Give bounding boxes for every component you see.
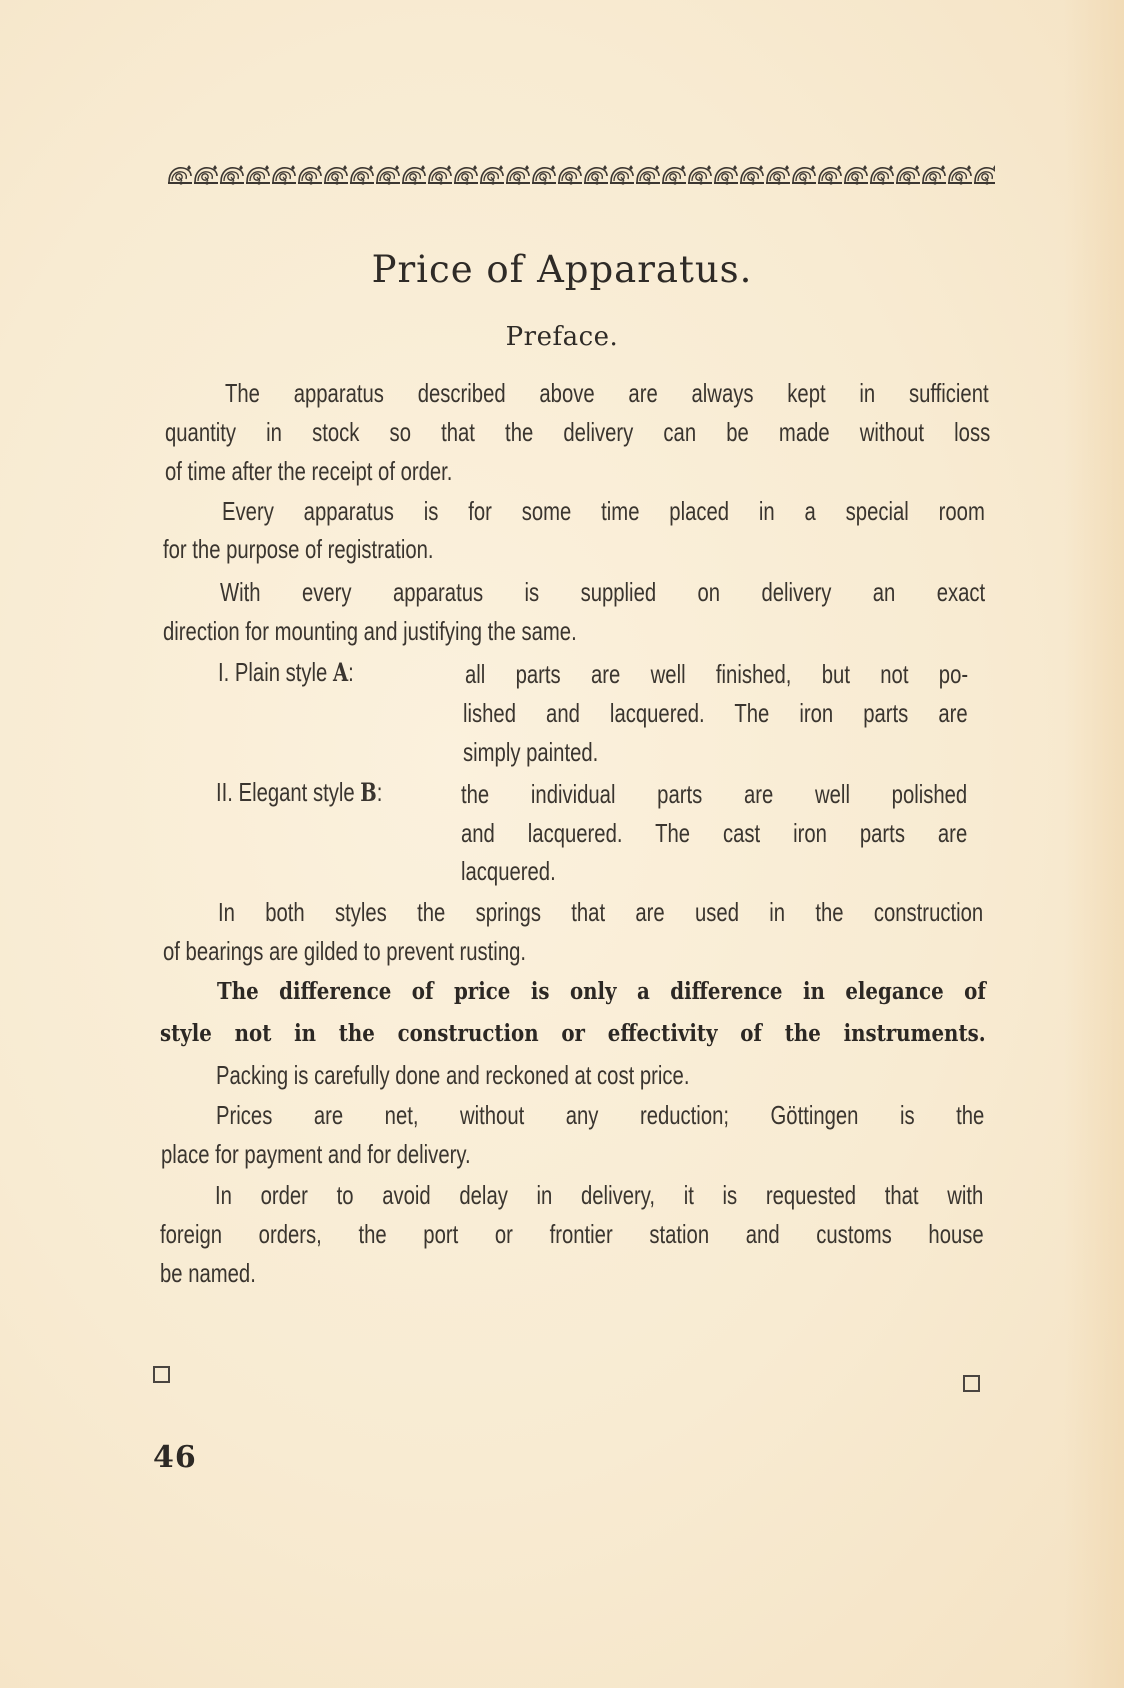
style-a-description-line: lished and lacquered. The iron parts are — [463, 698, 968, 728]
paragraph-line: With every apparatus is supplied on delivery an exact — [220, 577, 986, 607]
scroll-motif-icon — [687, 162, 713, 186]
paragraph-line: of bearings are gilded to prevent rusting. — [163, 936, 527, 966]
scroll-motif-icon — [323, 162, 349, 186]
left-registration-square-icon — [153, 1366, 170, 1383]
scroll-motif-icon — [791, 162, 817, 186]
paragraph-line: place for payment and for delivery. — [161, 1139, 471, 1169]
scroll-motif-icon — [661, 162, 687, 186]
paragraph-line: In order to avoid delay in delivery, it is requested that with — [215, 1180, 984, 1210]
style-a-label-text: I. Plain style — [218, 657, 333, 687]
scroll-motif-icon — [505, 162, 531, 186]
scroll-motif-icon — [583, 162, 609, 186]
style-b-description-line: lacquered. — [461, 856, 556, 886]
paragraph-line: Packing is carefully done and reckoned at cost price. — [216, 1060, 690, 1090]
scroll-motif-icon — [297, 162, 323, 186]
scroll-motif-icon — [453, 162, 479, 186]
ornamental-scroll-border-icon — [167, 162, 995, 186]
scroll-motif-icon — [401, 162, 427, 186]
scroll-motif-icon — [219, 162, 245, 186]
scroll-motif-icon — [947, 162, 973, 186]
emphasis-line: The difference of price is only a difference in elegance of — [217, 978, 986, 1005]
scroll-motif-icon — [479, 162, 505, 186]
style-b-description-line: the individual parts are well polished — [461, 779, 968, 809]
style-b-label — [216, 775, 382, 809]
style-b-letter: B — [360, 778, 377, 807]
paragraph-line: foreign orders, the port or frontier station and customs house — [160, 1219, 984, 1249]
scroll-motif-icon — [817, 162, 843, 186]
style-a-description-line: simply painted. — [463, 737, 599, 767]
page-number: 46 — [153, 1440, 197, 1475]
paragraph-line: The apparatus described above are always kept in sufficient — [225, 378, 989, 408]
scroll-motif-icon — [557, 162, 583, 186]
style-b-label-text: II. Elegant style — [216, 777, 361, 807]
scroll-motif-icon — [843, 162, 869, 186]
paragraph-line: Every apparatus is for some time placed in a special room — [222, 496, 985, 526]
page-title: Price of Apparatus. — [371, 248, 753, 291]
style-a-description-line: all parts are well finished, but not po- — [465, 659, 969, 689]
scroll-motif-icon — [713, 162, 739, 186]
scroll-motif-icon — [895, 162, 921, 186]
paragraph-line: In both styles the springs that are used in the construction — [218, 897, 984, 927]
scroll-motif-icon — [427, 162, 453, 186]
scroll-motif-icon — [869, 162, 895, 186]
scroll-motif-icon — [349, 162, 375, 186]
paragraph-line: of time after the receipt of order. — [165, 456, 453, 486]
scroll-motif-icon — [739, 162, 765, 186]
scroll-motif-icon — [609, 162, 635, 186]
section-subtitle: Preface. — [505, 322, 619, 352]
scroll-motif-icon — [193, 162, 219, 186]
emphasis-line: style not in the construction or effectivity of the instruments. — [160, 1020, 986, 1047]
paragraph-line: quantity in stock so that the delivery can be made without loss — [165, 417, 991, 447]
paragraph-line: Prices are net, without any reduction; Göttingen is the — [216, 1100, 985, 1130]
paragraph-line: direction for mounting and justifying the same. — [163, 616, 577, 646]
style-a-letter: A — [332, 658, 349, 687]
style-a-colon: : — [348, 657, 354, 687]
right-registration-square-icon — [963, 1375, 980, 1392]
paragraph-line: for the purpose of registration. — [163, 534, 434, 564]
scroll-motif-icon — [921, 162, 947, 186]
scroll-motif-icon — [167, 162, 193, 186]
scroll-motif-icon — [765, 162, 791, 186]
scroll-motif-icon — [635, 162, 661, 186]
scroll-motif-icon — [375, 162, 401, 186]
style-b-description-line: and lacquered. The cast iron parts are — [461, 818, 968, 848]
scroll-motif-icon — [973, 162, 995, 186]
style-a-label — [218, 655, 354, 689]
scroll-motif-icon — [245, 162, 271, 186]
style-b-colon: : — [376, 777, 383, 807]
paragraph-line: be named. — [160, 1258, 256, 1288]
scroll-motif-icon — [271, 162, 297, 186]
scroll-motif-icon — [531, 162, 557, 186]
